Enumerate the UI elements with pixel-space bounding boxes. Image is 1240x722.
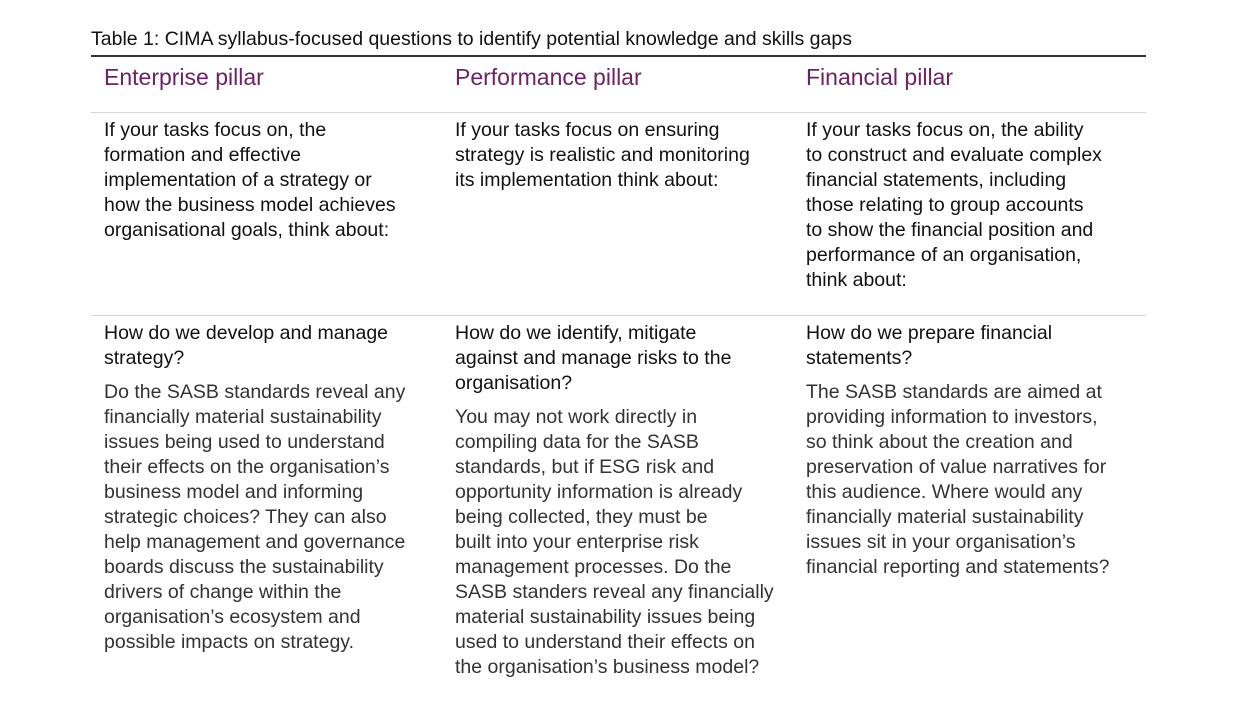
text-line: You may not work directly in xyxy=(455,406,698,428)
text-line: financial reporting and statements? xyxy=(806,556,1110,578)
text-line: How do we develop and manage xyxy=(104,322,389,344)
text-line: those relating to group accounts xyxy=(806,194,1084,216)
question-heading xyxy=(104,321,434,371)
text-line: How do we identify, mitigate xyxy=(455,322,697,344)
question-heading xyxy=(455,321,790,396)
table-top-rule xyxy=(91,55,1146,57)
text-line: help management and governance xyxy=(104,531,406,553)
text-line: The SASB standards are aimed at xyxy=(806,381,1102,403)
text-line: strategy? xyxy=(104,347,185,369)
question-body xyxy=(806,380,1136,580)
text-line: preservation of value narratives for xyxy=(806,456,1107,478)
text-line: boards discuss the sustainability xyxy=(104,556,384,578)
text-line: issues sit in your organisation’s xyxy=(806,531,1076,553)
text-line: so think about the creation and xyxy=(806,431,1073,453)
text-line: Do the SASB standards reveal any xyxy=(104,381,406,403)
text-line: financially material sustainability xyxy=(104,406,382,428)
text-line: material sustainability issues being xyxy=(455,606,756,628)
text-line: implementation of a strategy or xyxy=(104,169,372,191)
text-line: statements? xyxy=(806,347,913,369)
text-line: compiling data for the SASB xyxy=(455,431,699,453)
text-line: built into your enterprise risk xyxy=(455,531,699,553)
text-line: think about: xyxy=(806,269,907,291)
text-line: management processes. Do the xyxy=(455,556,732,578)
row-divider xyxy=(91,315,1146,316)
intro-enterprise xyxy=(104,118,434,243)
text-line: how the business model achieves xyxy=(104,194,396,216)
question-heading xyxy=(806,321,1136,371)
text-line: its implementation think about: xyxy=(455,169,719,191)
text-line: issues being used to understand xyxy=(104,431,385,453)
header-financial-pillar: Financial pillar xyxy=(806,64,954,90)
text-line: possible impacts on strategy. xyxy=(104,631,355,653)
header-enterprise-pillar: Enterprise pillar xyxy=(104,64,264,90)
text-line: financially material sustainability xyxy=(806,506,1084,528)
text-line: the organisation’s business model? xyxy=(455,656,760,678)
text-line: providing information to investors, xyxy=(806,406,1098,428)
text-line: opportunity information is already xyxy=(455,481,743,503)
header-performance-pillar: Performance pillar xyxy=(455,64,642,90)
question-body xyxy=(455,405,790,680)
text-line: organisation? xyxy=(455,372,573,394)
text-line: formation and effective xyxy=(104,144,301,166)
text-line: performance of an organisation, xyxy=(806,244,1082,266)
text-line: organisational goals, think about: xyxy=(104,219,390,241)
text-line: SASB standers reveal any financially xyxy=(455,581,774,603)
text-line: their effects on the organisation’s xyxy=(104,456,390,478)
text-line: If your tasks focus on, the ability xyxy=(806,119,1084,141)
row-divider xyxy=(91,112,1146,113)
text-line: organisation’s ecosystem and xyxy=(104,606,361,628)
text-line: to construct and evaluate complex xyxy=(806,144,1102,166)
cell-financial-question xyxy=(806,321,1136,580)
text-line: business model and informing xyxy=(104,481,364,503)
text-line: How do we prepare financial xyxy=(806,322,1053,344)
cell-performance-question xyxy=(455,321,790,680)
text-line: to show the financial position and xyxy=(806,219,1094,241)
text-line: used to understand their effects on xyxy=(455,631,755,653)
table-caption: Table 1: CIMA syllabus-focused questions to identify potential knowledge and skills gaps xyxy=(91,28,852,50)
text-line: drivers of change within the xyxy=(104,581,342,603)
intro-performance xyxy=(455,118,790,193)
text-line: financial statements, including xyxy=(806,169,1067,191)
text-line: against and manage risks to the xyxy=(455,347,732,369)
text-line: strategic choices? They can also xyxy=(104,506,387,528)
text-line: this audience. Where would any xyxy=(806,481,1083,503)
text-line: being collected, they must be xyxy=(455,506,708,528)
text-line: standards, but if ESG risk and xyxy=(455,456,715,478)
intro-financial xyxy=(806,118,1136,293)
cell-enterprise-question xyxy=(104,321,434,655)
text-line: strategy is realistic and monitoring xyxy=(455,144,750,166)
text-line: If your tasks focus on, the xyxy=(104,119,327,141)
question-body xyxy=(104,380,434,655)
text-line: If your tasks focus on ensuring xyxy=(455,119,720,141)
